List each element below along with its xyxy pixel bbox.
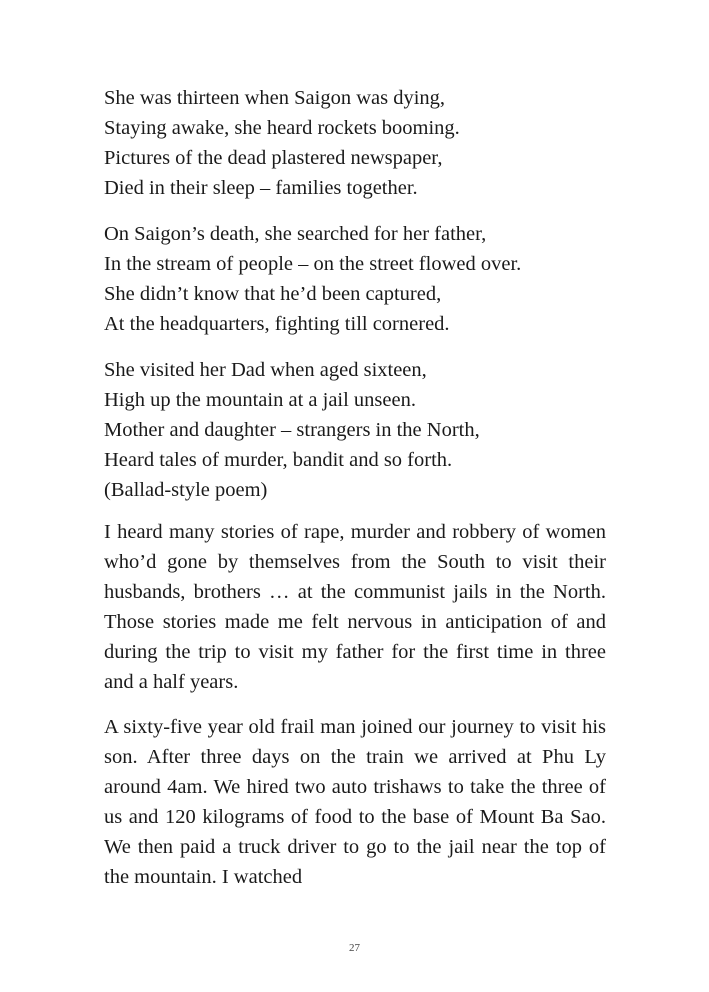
- page-number: 27: [349, 942, 360, 954]
- poem-line: In the stream of people – on the street flowed over.: [104, 253, 522, 275]
- poem-line: On Saigon’s death, she searched for her father,: [104, 223, 487, 245]
- poem-line: Mother and daughter – strangers in the North,: [104, 419, 480, 441]
- body-paragraph-2: A sixty-five year old frail man joined our journey to visit his son. After three days on the train we arrived at Phu Ly around 4am. We hired two auto trishaws to take the three of us and 120 kilograms of food to the base of Mount Ba Sao. We then paid a truck driver to go to the jail near the top of the mountain. I watched: [104, 716, 606, 888]
- poem-attribution: (Ballad-style poem): [104, 479, 268, 501]
- poem-stanza-2: [104, 219, 606, 339]
- poem-line: She visited her Dad when aged sixteen,: [104, 359, 427, 381]
- body-paragraph-1: I heard many stories of rape, murder and robbery of women who’d gone by themselves from the South to visit their husbands, brothers … at the communist jails in the North. Those stories made me felt nervous in anticipation of and during the trip to visit my father for the first time in three and a half years.: [104, 521, 606, 693]
- poem-line: Staying awake, she heard rockets booming.: [104, 117, 460, 139]
- poem-line: She didn’t know that he’d been captured,: [104, 283, 442, 305]
- poem-line: Heard tales of murder, bandit and so forth.: [104, 449, 453, 471]
- poem-stanza-3: [104, 355, 606, 505]
- poem-line: She was thirteen when Saigon was dying,: [104, 87, 446, 109]
- poem-stanza-1: [104, 83, 606, 203]
- page-content: [104, 83, 606, 907]
- poem-line: Died in their sleep – families together.: [104, 177, 418, 199]
- poem-line: At the headquarters, fighting till cornered.: [104, 313, 450, 335]
- poem-line: Pictures of the dead plastered newspaper,: [104, 147, 443, 169]
- poem-line: High up the mountain at a jail unseen.: [104, 389, 416, 411]
